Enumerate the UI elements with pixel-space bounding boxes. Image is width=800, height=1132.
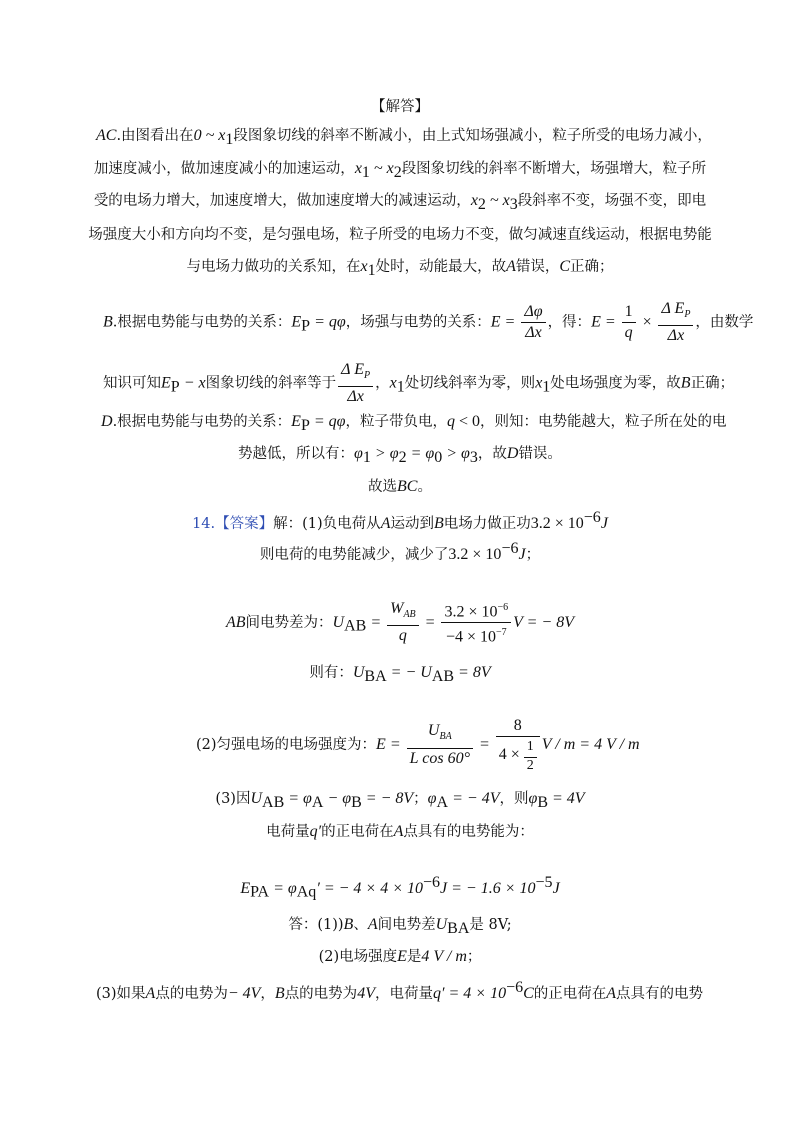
choose-line: 故选BC。	[368, 478, 432, 495]
q14-line-2: 则电荷的电势能减少，减少了$3.2 \times 10^{-6}J$；	[259, 540, 541, 563]
answer-tag: 【答案】	[215, 515, 274, 532]
field-equation: (2)匀强电场的电场强度为：E = $\frac{U_{BA}}{\text{L cos 60°}}$ = 8 4 × $\frac{1}{2}$ V / m = 4 V / m	[196, 717, 640, 773]
b-line-1: B.根据电势能与电势的关系：$E_P = q\varphi$，场强与电势的关系：E = $\frac{\Delta\varphi}{\Delta x}$ ，得：E = $\frac{1}{q}$ × $\frac{\Delta E_P}{\Delta x}$ ，由数学	[103, 300, 754, 345]
fraction-dphi-dx: $\frac{\Delta\varphi}{\Delta x}$	[521, 302, 545, 343]
answer-3: (3)如果A点的电势为− 4V，B点的电势为4V，电荷量$q' = 4 \times 10^{-6}C$的正电荷在A点具有的电势	[96, 979, 704, 1002]
ac-line-3: 受的电场力增大，加速度增大，做加速度增大的减速运动，$x_2$ ~ $x_3$段斜率不变，场强不变，即电	[93, 192, 707, 213]
d-line-1: D.根据电势能与电势的关系：$E_P = q\varphi$，粒子带负电，q < 0，则知：电势能越大，粒子所在处的电	[101, 413, 727, 434]
section-header: 【解答】	[371, 99, 429, 115]
fraction-w-q: $\frac{W_{AB}}{q}$	[387, 599, 419, 646]
p3-line: (3)因$U_{AB} = \varphi_A - \varphi_B$ = − 8V；$\varphi_A$ = − 4V，则$\varphi_B = 4V$	[215, 790, 585, 811]
answer-2: (2)电场强度E是4 V / m；	[318, 948, 482, 965]
b-line-2: 知识可知$E_P - x$图象切线的斜率等于 $\frac{\Delta E_P}{\Delta x}$ ，$x_1$处切线斜率为零，则$x_1$处电场强度为零，故B正确；	[103, 361, 735, 406]
ac-line-5: 与电场力做功的关系知，在$x_1$处时，动能最大，故A错误，C正确；	[186, 258, 614, 279]
d-line-2: 势越低，所以有：$\varphi_1 > \varphi_2 = \varphi_0 > \varphi_3$，故D错误。	[238, 445, 562, 466]
fraction-one-q: $\frac{1}{q}$	[622, 302, 636, 343]
epa-equation: $E_{PA} = \varphi_{Aq}'$ = − $4 \times 4 \times 10^{-6}J$ = − $1.6 \times 10^{-5}J$	[240, 874, 560, 901]
fraction-slope: $\frac{\Delta E_P}{\Delta x}$	[338, 360, 373, 407]
ac-line-2: 加速度减小，做加速度减小的加速运动，$x_1$ ~ $x_2$段图象切线的斜率不断增大，场强增大，粒子所	[93, 160, 707, 181]
ac-line-4: 场强度大小和方向均不变，是匀强电场，粒子所受的电场力不变，做匀减速直线运动，根据电势能	[88, 227, 712, 243]
answer-1: 答：(1))B、A间电势差$U_{BA}$是 8V;	[288, 916, 512, 937]
fraction-eight: 8 4 × $\frac{1}{2}$	[496, 716, 540, 774]
fraction-u-lcos: $\frac{U_{BA}}{\text{L cos 60°}}$	[407, 721, 473, 768]
question-number: 14.	[192, 515, 216, 532]
uab-equation: AB间电势差为：$U_{AB}$ = $\frac{W_{AB}}{q}$ = $\frac{3.2 \times 10^{-6}}{-4 \times 10^{-7}}$ V = − 8V	[0, 598, 800, 651]
charge-line: 电荷量q′的正电荷在A点具有的电势能为：	[266, 823, 534, 840]
uba-equation: 则有：$U_{BA}$ = − $U_{AB} = 8V$	[309, 664, 491, 685]
q14-line-1: 14.【答案】解：(1)负电荷从A运动到B电场力做正功$3.2 \times 10^{-6}J$	[192, 509, 608, 532]
fraction-dep-dx: $\frac{\Delta E_P}{\Delta x}$	[658, 299, 693, 346]
ac-line-1: AC.由图看出在0 ~ $x_1$段图象切线的斜率不断减小，由上式知场强减小，粒子所受的电场力减小，	[96, 127, 712, 148]
fraction-numeric: $\frac{3.2 \times 10^{-6}}{-4 \times 10^{-7}}$	[441, 598, 511, 648]
